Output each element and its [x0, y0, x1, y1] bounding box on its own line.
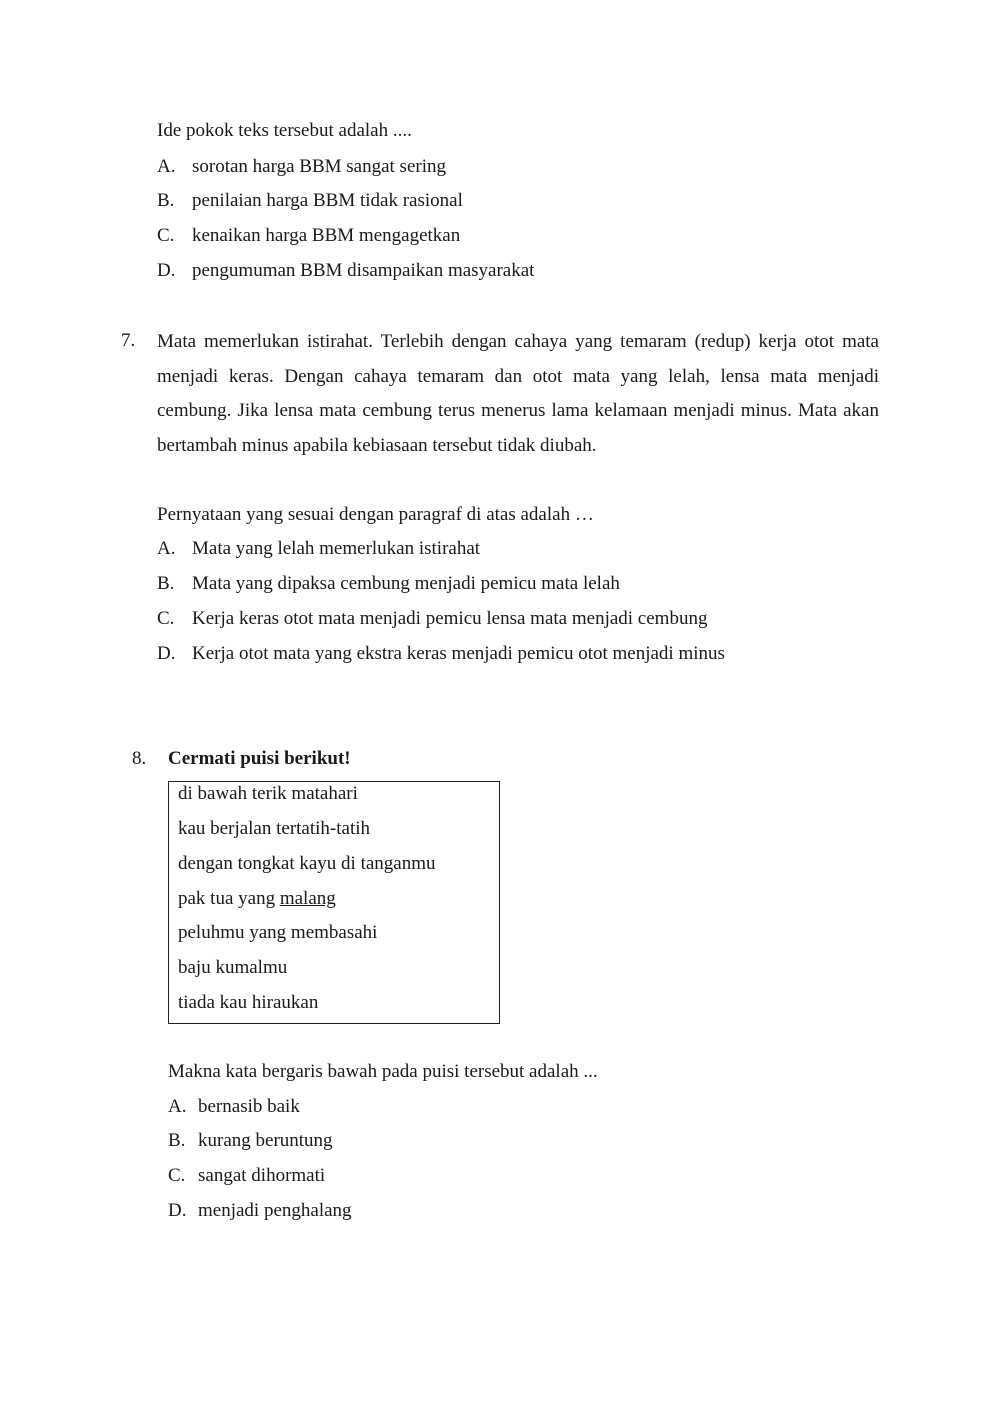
- q7-option-b: Mata yang dipaksa cembung menjadi pemicu mata lelah: [192, 573, 620, 594]
- q8-title: Cermati puisi berikut!: [168, 748, 351, 769]
- q8-option-c: sangat dihormati: [198, 1165, 326, 1186]
- poem-line-1: di bawah terik matahari: [178, 783, 358, 804]
- q6-option-d-letter: D.: [157, 260, 176, 281]
- q7-option-c-letter: C.: [157, 608, 175, 629]
- poem-line-4-prefix: pak tua yang: [178, 888, 280, 909]
- q8-number: 8.: [132, 748, 147, 769]
- underlined-word: malang: [279, 888, 336, 909]
- q7-option-d-letter: D.: [157, 643, 176, 664]
- q6-option-b-letter: B.: [157, 190, 175, 211]
- q7-option-a-letter: A.: [157, 538, 176, 559]
- poem-box: [168, 781, 500, 1024]
- poem-line-7: tiada kau hiraukan: [178, 992, 319, 1013]
- q6-option-b: penilaian harga BBM tidak rasional: [192, 190, 463, 211]
- q7-option-b-letter: B.: [157, 573, 175, 594]
- q7-option-a: Mata yang lelah memerlukan istirahat: [192, 538, 481, 559]
- q8-option-d-letter: D.: [168, 1200, 187, 1221]
- q6-option-a-letter: A.: [157, 156, 176, 177]
- q6-option-c-letter: C.: [157, 225, 175, 246]
- q8-option-a: bernasib baik: [198, 1096, 300, 1117]
- q8-option-c-letter: C.: [168, 1165, 186, 1186]
- poem-line-6: baju kumalmu: [178, 957, 288, 978]
- q8-option-d: menjadi penghalang: [198, 1200, 352, 1221]
- q8-question: Makna kata bergaris bawah pada puisi tersebut adalah ...: [168, 1061, 598, 1082]
- q7-option-d: Kerja otot mata yang ekstra keras menjadi pemicu otot menjadi minus: [192, 643, 725, 664]
- q6-option-d: pengumuman BBM disampaikan masyarakat: [192, 260, 535, 281]
- q7-option-c: Kerja keras otot mata menjadi pemicu lensa mata menjadi cembung: [192, 608, 708, 629]
- poem-line-2: kau berjalan tertatih-tatih: [178, 818, 371, 839]
- poem-line-3: dengan tongkat kayu di tanganmu: [178, 853, 436, 874]
- q8-option-b-letter: B.: [168, 1130, 186, 1151]
- q8-option-a-letter: A.: [168, 1096, 187, 1117]
- q7-number: 7.: [121, 330, 136, 351]
- q8-option-b: kurang beruntung: [198, 1130, 333, 1151]
- q7-question: Pernyataan yang sesuai dengan paragraf di atas adalah …: [157, 504, 594, 525]
- q6-option-c: kenaikan harga BBM mengagetkan: [192, 225, 461, 246]
- q6-option-a: sorotan harga BBM sangat sering: [192, 156, 446, 177]
- poem-line-4: [178, 888, 336, 910]
- q7-paragraph: Mata memerlukan istirahat. Terlebih dengan cahaya yang temaram (redup) kerja otot mata menjadi keras. Dengan cahaya temaram dan otot mata yang lelah, lensa mata menjadi cembung. Jika lensa mata cembung terus menerus lama kelamaan menjadi minus. Mata akan bertambah minus apabila kebiasaan tersebut tidak diubah.: [157, 331, 879, 456]
- poem-line-5: peluhmu yang membasahi: [178, 922, 378, 943]
- q6-question: Ide pokok teks tersebut adalah ....: [157, 120, 412, 141]
